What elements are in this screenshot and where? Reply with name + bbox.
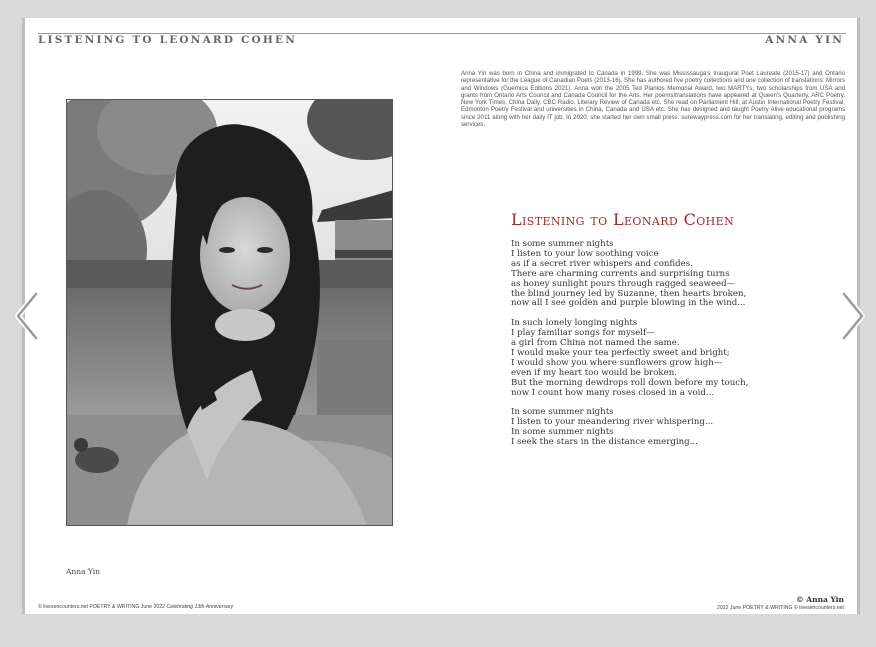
poem-line: I would make your tea perfectly sweet and bright; [511, 347, 730, 358]
chevron-left-icon [12, 290, 42, 342]
poem-line: even if my heart too would be broken. [511, 367, 677, 378]
poem-line: the blind journey led by Suzanne, then hearts broken, [511, 288, 747, 299]
poem-line: I seek the stars in the distance emerging... [511, 437, 698, 448]
poem-line: I would show you where sunflowers grow high— [511, 357, 723, 368]
poem-line: I listen to your meandering river whispering... [511, 417, 714, 428]
photo-caption: Anna Yin [66, 567, 100, 576]
author-photo [66, 99, 393, 526]
footer-left-text: © livesencounters.net POETRY & WRITING June 2022 [38, 604, 167, 610]
footer-copyright-author: © Anna Yin [796, 595, 844, 604]
poem-line: I listen to your low soothing voice [511, 248, 659, 259]
previous-page-button[interactable] [12, 290, 42, 342]
author-bio: Anna Yin was born in China and immigrated to Canada in 1999. She was Mississauga's Inaugural Poet Laureate (2015-17) and Ontario representative for the League of Canadian Poets (2013-16). She has authored five poetry collections and one collection of translations: Mirrors and Windows (Guernica Editions 2021). Anna won the 2005 Ted Plantos Memorial Award, two MARTYs, two scholarships from USA and grants from Ontario Arts Council and Canada Council for the Arts. Her poems/translations have appeared at Queen's Quarterly, ARC Poetry, New York Times, China Daily, CBC Radio, Literary Review of Canada etc. She read on Parliament Hill, at Austin International Poetry Festival, Edmonton Poetry Festival and universities in China, Canada and USA etc. She has designed and taught Poetry Alive educational programs since 2011 along with her daily IT job. In 2020, she started her own small press: surewaypress.com for her translating, editing and publishing services. [461, 70, 845, 129]
poem-line: now all I see golden and purple blowing in the wind... [511, 298, 746, 309]
footer-left-anniversary: Celebrating 13th Anniversary [166, 604, 234, 610]
magazine-spread [22, 18, 860, 614]
running-header-author: ANNA YIN [765, 34, 844, 46]
poem-title: Listening to Leonard Cohen [511, 210, 735, 229]
chevron-right-icon [838, 290, 868, 342]
poem-stanza [511, 319, 811, 398]
footer-left [38, 604, 233, 610]
poem-body [511, 240, 811, 458]
poem-line: as if a secret river whispers and confides. [511, 258, 693, 269]
poem-line: In some summer nights [511, 427, 614, 438]
footer-right: 2022 June POETRY & WRITING © livesencounters.net [716, 605, 844, 611]
poem-line: In some summer nights [511, 407, 614, 418]
poem-line: There are charming currents and surprising turns [511, 268, 730, 279]
next-page-button[interactable] [838, 290, 868, 342]
poem-line: But the morning dewdrops roll down before my touch, [511, 377, 749, 388]
poem-line: now I count how many roses closed in a void... [511, 387, 715, 398]
poem-stanza [511, 408, 811, 448]
poem-line: I play familiar songs for myself— [511, 328, 655, 339]
poem-line: In such lonely longing nights [511, 318, 638, 329]
poem-line: In some summer nights [511, 239, 614, 249]
poem-stanza [511, 240, 811, 309]
poem-line: a girl from China not named the same. [511, 338, 680, 349]
running-header-title: LISTENING TO LEONARD COHEN [38, 34, 298, 46]
poem-line: as honey sunlight pours through ragged seaweed— [511, 278, 736, 289]
